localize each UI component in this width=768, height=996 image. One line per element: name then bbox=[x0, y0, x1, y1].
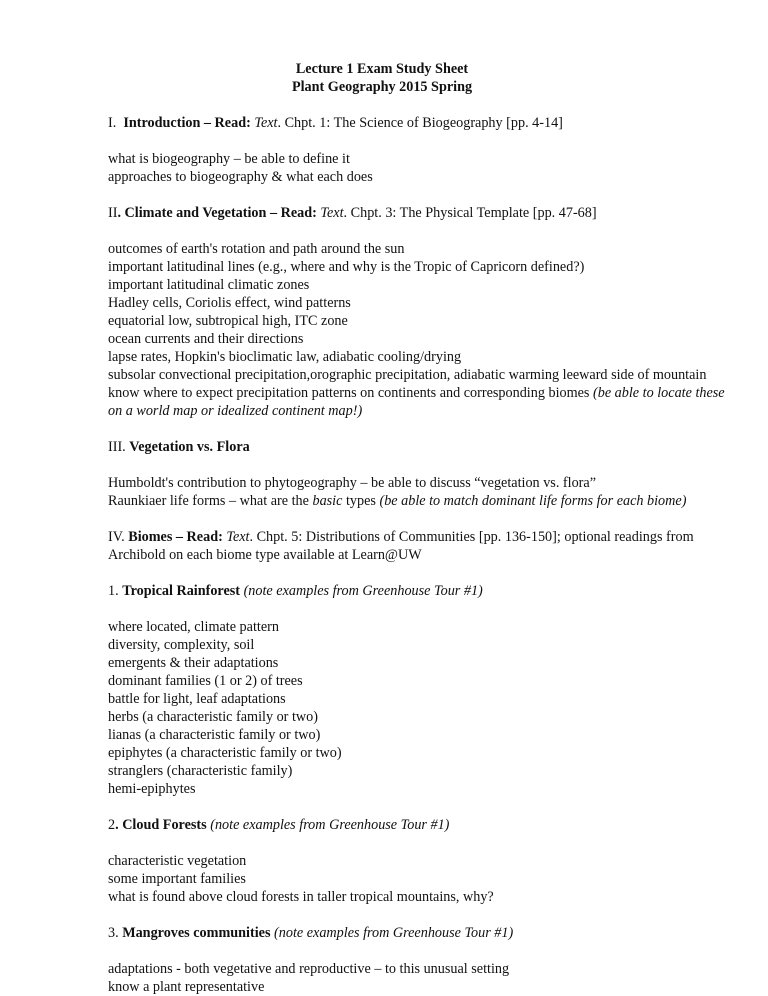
list-item: adaptations - both vegetative and reproductive – to this unusual setting bbox=[108, 961, 510, 977]
section-name: Vegetation vs. Flora bbox=[129, 439, 250, 455]
list-item: ocean currents and their directions bbox=[108, 331, 304, 347]
list-item-text: know where to expect precipitation patterns on continents and corresponding biomes bbox=[108, 385, 594, 401]
biome-name: Tropical Rainforest bbox=[122, 583, 241, 599]
list-item: lianas (a characteristic family or two) bbox=[108, 727, 321, 743]
list-item: where located, climate pattern bbox=[108, 619, 279, 635]
list-item bbox=[108, 492, 748, 510]
list-item: herbs (a characteristic family or two) bbox=[108, 709, 318, 725]
section-name: Biomes – Read: bbox=[128, 529, 223, 545]
list-item: Hadley cells, Coriolis effect, wind patterns bbox=[108, 295, 351, 311]
document-title: Lecture 1 Exam Study Sheet bbox=[295, 61, 469, 77]
biome-3-heading bbox=[108, 924, 748, 942]
reading-reference: . Chpt. 5: Distributions of Communities [pp. 136-150]; optional readings from Archibold on each biome type available at Learn@UW bbox=[108, 529, 694, 563]
list-item: Humboldt's contribution to phytogeography – be able to discuss “vegetation vs. flora” bbox=[108, 475, 596, 491]
list-item: diversity, complexity, soil bbox=[108, 637, 255, 653]
section-2-heading bbox=[108, 204, 748, 222]
biome-note: (note examples from Greenhouse Tour #1) bbox=[206, 817, 450, 833]
biome-number: 2 bbox=[108, 817, 116, 833]
list-item: epiphytes (a characteristic family or two) bbox=[108, 745, 342, 761]
reading-reference: . Chpt. 1: The Science of Biogeography [pp. 4-14] bbox=[277, 115, 563, 131]
biome-number: 1. bbox=[108, 583, 119, 599]
list-item: important latitudinal climatic zones bbox=[108, 277, 310, 293]
list-item: outcomes of earth's rotation and path around the sun bbox=[108, 241, 405, 257]
list-item: equatorial low, subtropical high, ITC zone bbox=[108, 313, 348, 329]
biome-note: (note examples from Greenhouse Tour #1) bbox=[270, 925, 514, 941]
list-item: characteristic vegetation bbox=[108, 853, 247, 869]
list-item: lapse rates, Hopkin's bioclimatic law, adiabatic cooling/drying bbox=[108, 349, 462, 365]
section-name: Introduction – Read: bbox=[123, 115, 251, 131]
list-item: dominant families (1 or 2) of trees bbox=[108, 673, 303, 689]
reading-reference: . Chpt. 3: The Physical Template [pp. 47-68] bbox=[343, 205, 597, 221]
list-item-text: types bbox=[342, 493, 380, 509]
list-item bbox=[108, 384, 728, 420]
list-item: know a plant representative bbox=[108, 979, 265, 995]
list-item: hemi-epiphytes bbox=[108, 781, 196, 797]
biome-name: Mangroves communities bbox=[122, 925, 271, 941]
list-item-note: (be able to match dominant life forms for each biome) bbox=[379, 493, 687, 509]
biome-number: 3. bbox=[108, 925, 119, 941]
biome-1-heading bbox=[108, 582, 748, 600]
section-1-heading bbox=[108, 114, 748, 132]
list-item: important latitudinal lines (e.g., where and why is the Tropic of Capricorn defined?) bbox=[108, 259, 585, 275]
biome-2-heading bbox=[108, 816, 748, 834]
list-item: battle for light, leaf adaptations bbox=[108, 691, 286, 707]
section-name: . Climate and Vegetation – Read: bbox=[117, 205, 317, 221]
list-item: stranglers (characteristic family) bbox=[108, 763, 293, 779]
list-item-text: Raunkiaer life forms – what are the bbox=[108, 493, 313, 509]
text-label: Text bbox=[254, 115, 278, 131]
list-item: some important families bbox=[108, 871, 246, 887]
section-4-heading bbox=[108, 528, 728, 564]
list-item-note: (be able to locate these on a world map or idealized continent map!) bbox=[108, 385, 725, 419]
title-block bbox=[108, 60, 656, 96]
section-number: II bbox=[108, 205, 118, 221]
document-subtitle: Plant Geography 2015 Spring bbox=[291, 79, 473, 95]
text-label: Text bbox=[320, 205, 344, 221]
document-page bbox=[108, 60, 748, 996]
list-item: emergents & their adaptations bbox=[108, 655, 279, 671]
section-number: III. bbox=[108, 439, 126, 455]
biome-note: (note examples from Greenhouse Tour #1) bbox=[240, 583, 483, 599]
section-number: IV. bbox=[108, 529, 125, 545]
list-item: subsolar convectional precipitation,orographic precipitation, adiabatic warming leeward side of mountain bbox=[108, 367, 707, 383]
biome-name: . Cloud Forests bbox=[115, 817, 207, 833]
text-label: Text bbox=[226, 529, 250, 545]
list-item-emphasis: basic bbox=[312, 493, 343, 509]
section-3-heading bbox=[108, 438, 748, 456]
list-item: what is biogeography – be able to define it bbox=[108, 151, 350, 167]
section-number: I. bbox=[108, 115, 117, 131]
list-item: approaches to biogeography & what each does bbox=[108, 169, 373, 185]
list-item: what is found above cloud forests in taller tropical mountains, why? bbox=[108, 889, 494, 905]
